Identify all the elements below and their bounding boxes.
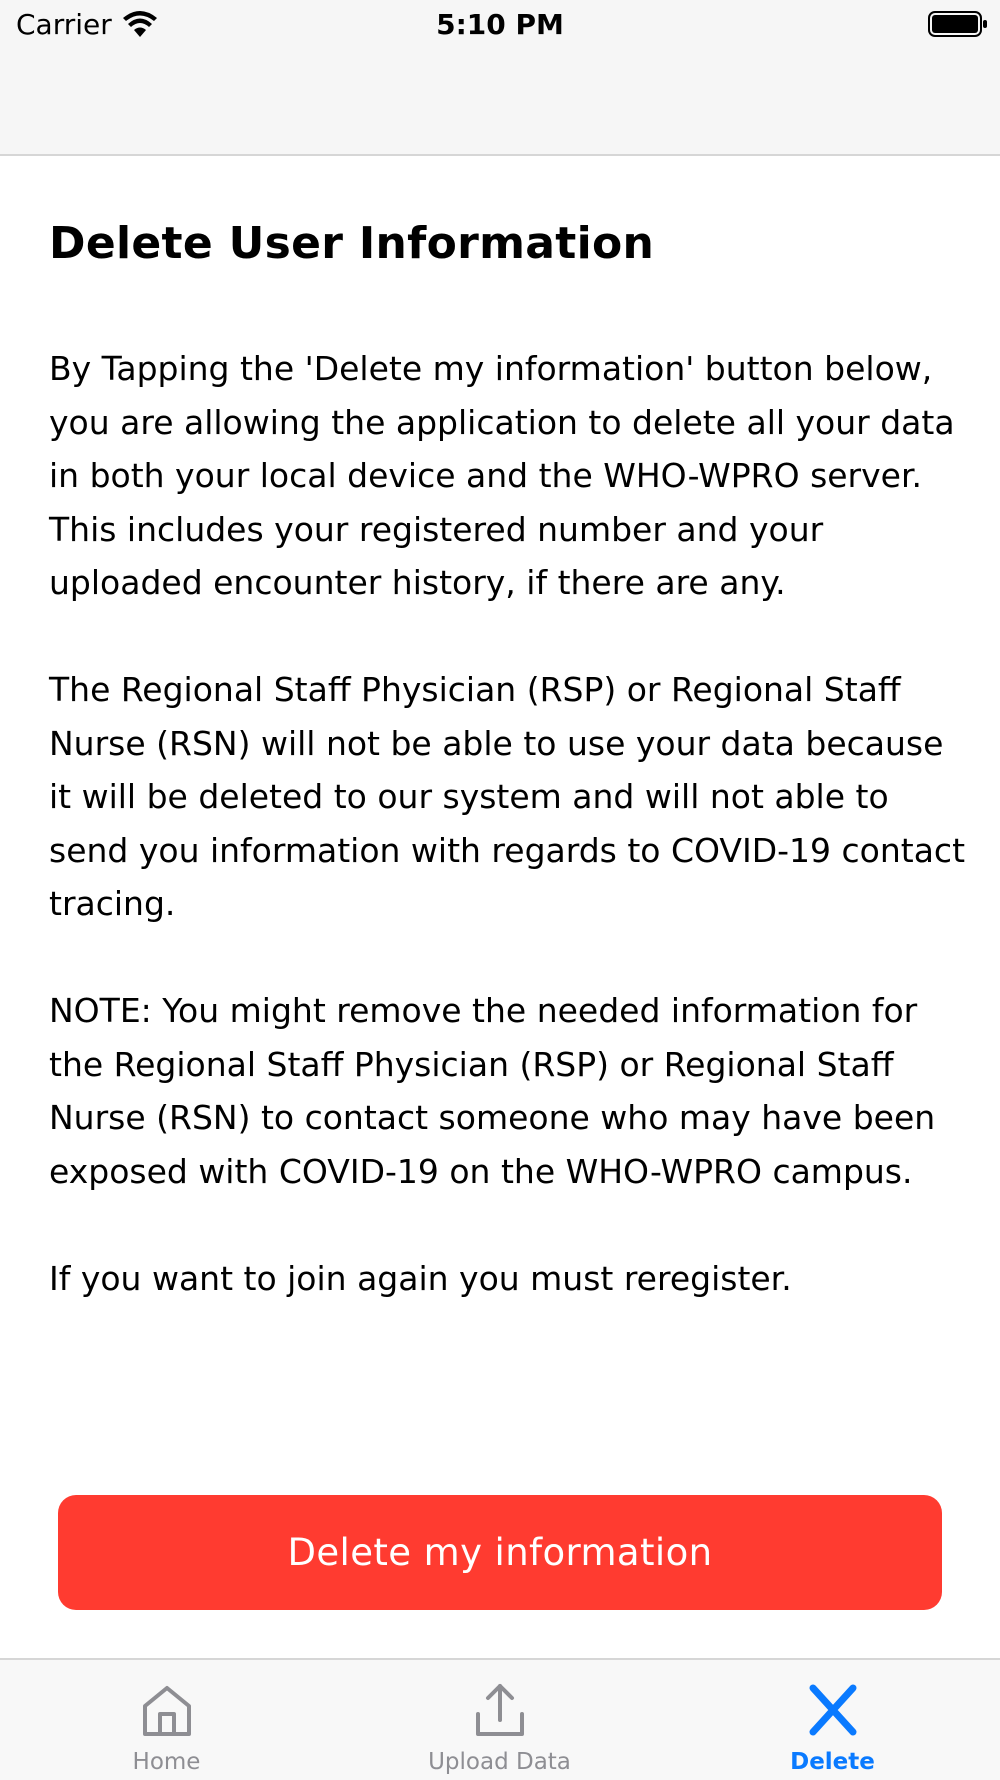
tab-delete[interactable] [666,1660,999,1780]
battery-icon [928,10,988,38]
page-title: Delete User Information [49,218,655,269]
delete-info-text: By Tapping the 'Delete my information' button below, you are allowing the application to delete all your data in both your local device and the WHO-WPRO server. This includes your registered number and your uploaded encounter history, if there are any. The Regional Staff Physician (RSP) or Regional Staff Nurse (RSN) will not be able to use your data because it will be deleted to our system and will not able to send you information with regards to COVID-19 contact tracing. NOTE: You might remove the needed information for the Regional Staff Physician (RSP) or Regional Staff Nurse (RSN) to contact someone who may have been exposed with COVID-19 on the WHO-WPRO campus. If you want to join again you must reregister. [49,349,966,1298]
navigation-bar [0,50,1000,156]
status-bar [0,0,1000,50]
delete-my-information-button[interactable]: Delete my information [58,1495,942,1610]
tab-home-label: Home [132,1749,201,1775]
status-time: 5:10 PM [436,8,564,41]
main-content [49,156,969,1305]
close-icon [803,1680,863,1740]
tab-delete-label: Delete [790,1749,875,1775]
home-icon [137,1680,197,1740]
tab-bar [0,1658,1000,1780]
upload-icon [470,1680,530,1740]
tab-home[interactable] [0,1660,333,1780]
carrier-label: Carrier [16,8,112,41]
tab-upload-data-label: Upload Data [428,1749,571,1775]
tab-upload-data[interactable] [333,1660,666,1780]
